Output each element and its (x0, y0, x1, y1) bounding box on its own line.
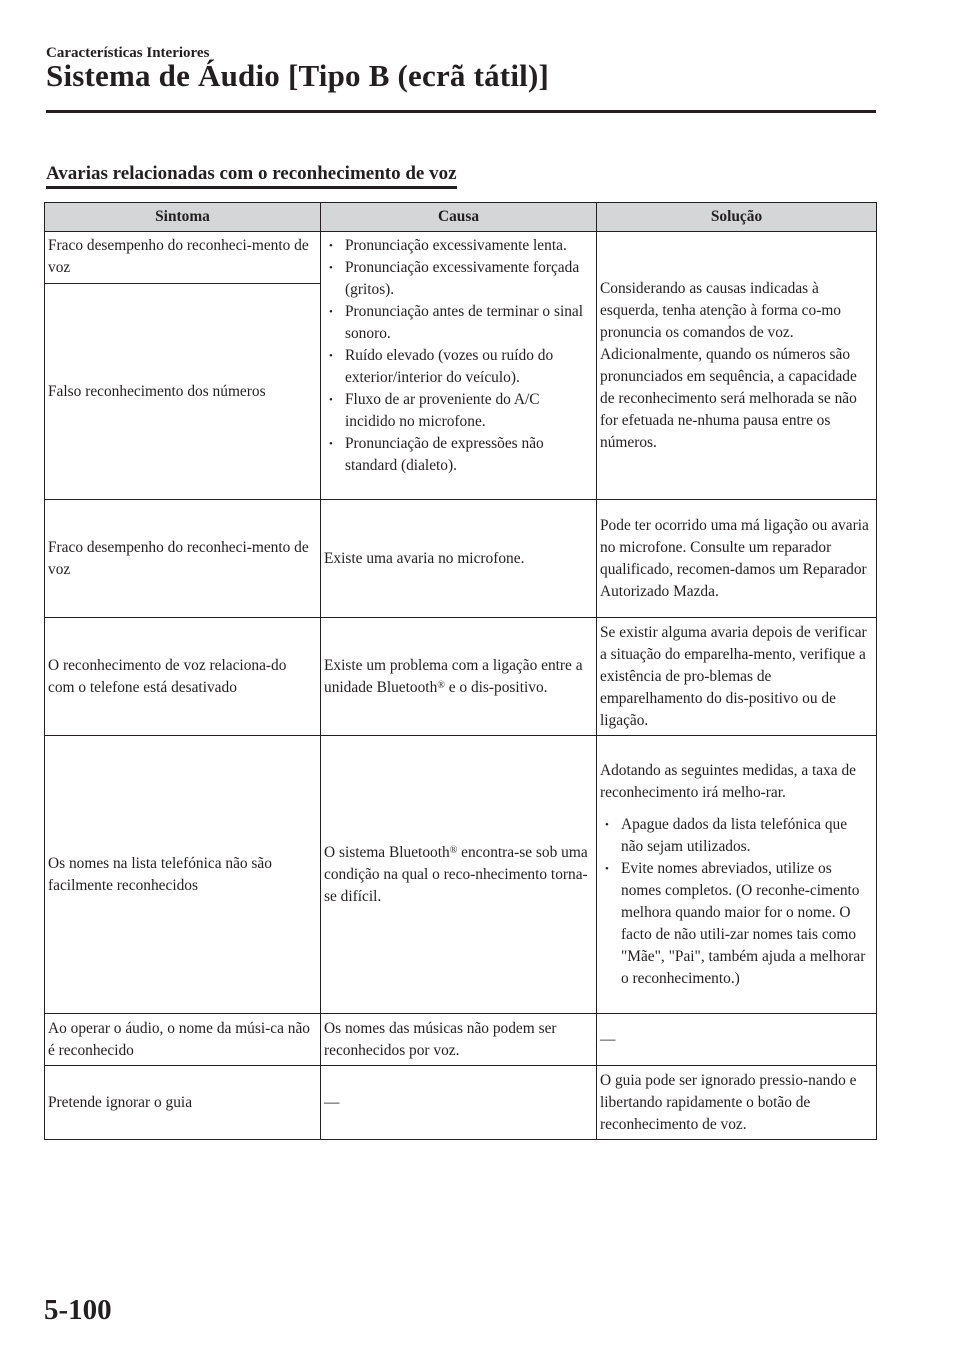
cause-text: e o dis-positivo. (444, 678, 548, 696)
solution-intro: Adotando as seguintes medidas, a taxa de reconhecimento irá melho-rar. (600, 761, 857, 801)
list-item: • Pronunciação de expressões não standard (dialeto). (324, 433, 592, 477)
table-header-row (45, 203, 877, 232)
list-item: • Pronunciação antes de terminar o sinal sonoro. (324, 301, 592, 345)
header-solution: Solução (597, 203, 877, 232)
cause-cell (321, 736, 597, 1014)
table-row (45, 232, 877, 284)
solution-cell: Pode ter ocorrido uma má ligação ou avaria no microfone. Consulte um reparador qualificado, recomen-damos um Reparador Autorizado Mazda. (597, 500, 877, 618)
solution-cell: Considerando as causas indicadas à esquerda, tenha atenção à forma co-mo pronuncia os comandos de voz. Adicionalmente, quando os números são pronunciados em sequência, a capacidade de reconhecimento será melhorada se não for efetuada ne-nhuma pausa entre os números. (597, 232, 877, 500)
page-title: Sistema de Áudio [Tipo B (ecrã tátil)] (46, 58, 549, 93)
list-item: • Pronunciação excessivamente lenta. (324, 235, 592, 257)
cause-cell: — (321, 1066, 597, 1140)
header-symptom: Sintoma (45, 203, 321, 232)
cause-text: Existe um problema com a ligação entre a unidade Bluetooth (324, 656, 583, 696)
list-item: • Ruído elevado (vozes ou ruído do exterior/interior do veículo). (324, 345, 592, 389)
section-label: Características Interiores (46, 45, 210, 61)
list-item: • Pronunciação excessivamente forçada (gritos). (324, 257, 592, 301)
cause-list (324, 235, 592, 477)
cause-text: encontra-se sob uma condição na qual o reco-nhecimento torna-se difícil. (324, 843, 588, 905)
title-rule (46, 110, 876, 113)
cause-cell: Os nomes das músicas não podem ser reconhecidos por voz. (321, 1014, 597, 1066)
symptom-cell: Os nomes na lista telefónica não são facilmente reconhecidos (45, 736, 321, 1014)
table-row (45, 1014, 877, 1066)
cause-text: O sistema Bluetooth (324, 843, 450, 861)
solution-list (600, 814, 872, 990)
list-item: • Fluxo de ar proveniente do A/C incidido no microfone. (324, 389, 592, 433)
list-item: • Evite nomes abreviados, utilize os nomes completos. (O reconhe-cimento melhora quando maior for o nome. O facto de não utili-zar nomes tais como "Mãe", "Pai", também ajuda a melhorar o reconhecimento.) (600, 858, 872, 990)
registered-mark: ® (437, 679, 445, 691)
subheading: Avarias relacionadas com o reconhecimento de voz (46, 163, 457, 189)
solution-cell (597, 736, 877, 1014)
table-row (45, 500, 877, 618)
table-row (45, 736, 877, 1014)
page-number: 5-100 (44, 1294, 112, 1326)
table-row (45, 1066, 877, 1140)
cause-cell (321, 232, 597, 500)
symptom-cell: Falso reconhecimento dos números (45, 284, 321, 500)
solution-cell: — (597, 1014, 877, 1066)
registered-mark: ® (449, 844, 458, 856)
troubleshooting-table (44, 202, 877, 1140)
symptom-cell: Ao operar o áudio, o nome da músi-ca não é reconhecido (45, 1014, 321, 1066)
cause-cell: Existe uma avaria no microfone. (321, 500, 597, 618)
table-row (45, 618, 877, 736)
solution-cell: O guia pode ser ignorado pressio-nando e libertando rapidamente o botão de reconhecimento de voz. (597, 1066, 877, 1140)
list-item: • Apague dados da lista telefónica que não sejam utilizados. (600, 814, 872, 858)
header-cause: Causa (321, 203, 597, 232)
cause-cell (321, 618, 597, 736)
symptom-cell: Fraco desempenho do reconheci-mento de voz (45, 500, 321, 618)
symptom-cell: O reconhecimento de voz relaciona-do com o telefone está desativado (45, 618, 321, 736)
symptom-cell: Pretende ignorar o guia (45, 1066, 321, 1140)
symptom-cell: Fraco desempenho do reconheci-mento de voz (45, 232, 321, 284)
solution-cell: Se existir alguma avaria depois de verificar a situação do emparelha-mento, verifique a existência de pro-blemas de emparelhamento do dis-positivo ou de ligação. (597, 618, 877, 736)
